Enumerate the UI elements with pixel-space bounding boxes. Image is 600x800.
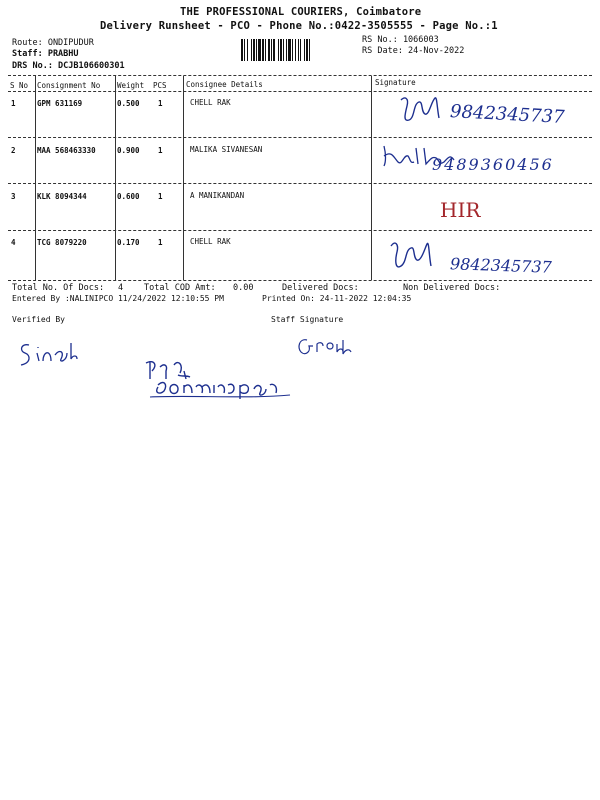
- row-sno: 4: [11, 238, 16, 247]
- rs-date: RS Date: 24-Nov-2022: [362, 46, 465, 56]
- delivered-docs-label: Delivered Docs:: [282, 283, 359, 293]
- table-header-rule: [8, 91, 592, 92]
- verified-by-label: Verified By: [12, 315, 65, 324]
- row-sno: 3: [11, 192, 16, 201]
- rs-number: RS No.: 1066003: [362, 35, 439, 45]
- handwritten-phone-row-2: 9489360456: [432, 155, 554, 174]
- row-divider: [8, 137, 592, 138]
- row-weight: 0.600: [117, 192, 140, 201]
- col-header-sno: S No: [10, 81, 29, 90]
- column-separator: [371, 76, 372, 280]
- row-pcs: 1: [158, 192, 163, 201]
- company-title: THE PROFESSIONAL COURIERS, Coimbatore: [180, 6, 422, 18]
- row-pcs: 1: [158, 238, 163, 247]
- row-divider: [8, 183, 592, 184]
- signature-scribble-row-1: [395, 92, 455, 132]
- col-header-pcs: PCS: [153, 81, 167, 90]
- row-weight: 0.900: [117, 146, 140, 155]
- handwritten-initials-row-3: HIR: [440, 198, 481, 222]
- handwritten-phone-row-1: 9842345737: [449, 101, 566, 128]
- column-separator: [35, 76, 36, 280]
- staff-signature-label: Staff Signature: [271, 315, 344, 324]
- column-separator: [183, 76, 184, 280]
- row-consignee: CHELL RAK: [190, 237, 231, 246]
- row-weight: 0.500: [117, 99, 140, 108]
- row-divider: [8, 230, 592, 231]
- row-weight: 0.170: [117, 238, 140, 247]
- signature-scribble-row-4: [385, 236, 445, 278]
- row-consignment: TCG 8079220: [37, 238, 87, 247]
- total-docs-label: Total No. Of Docs:: [12, 283, 105, 293]
- col-header-weight: Weight: [117, 81, 145, 90]
- verified-by-signature: [15, 335, 85, 375]
- runsheet-subtitle: Delivery Runsheet - PCO - Phone No.:0422-3505555 - Page No.:1: [100, 20, 498, 32]
- non-delivered-docs-label: Non Delivered Docs:: [403, 283, 501, 293]
- row-pcs: 1: [158, 99, 163, 108]
- total-cod-label: Total COD Amt:: [144, 283, 216, 293]
- row-pcs: 1: [158, 146, 163, 155]
- row-consignment: KLK 8094344: [37, 192, 87, 201]
- row-consignee: MALIKA SIVANESAN: [190, 145, 263, 154]
- table-top-rule: [8, 75, 592, 76]
- row-sno: 1: [11, 99, 16, 108]
- dm-signature: [140, 355, 310, 405]
- barcode-image: [241, 39, 356, 61]
- row-consignee: A MANIKANDAN: [190, 191, 245, 200]
- row-consignment: GPM 631169: [37, 99, 83, 108]
- staff-signature: [295, 332, 355, 362]
- drs-number: DRS No.: DCJB106600301: [12, 61, 125, 71]
- col-header-consignment: Consignment No: [37, 81, 101, 90]
- col-header-signature: Signature: [375, 78, 416, 87]
- column-separator: [115, 76, 116, 280]
- row-sno: 2: [11, 146, 16, 155]
- table-bottom-rule: [8, 280, 592, 281]
- col-header-consignee: Consignee Details: [186, 80, 263, 89]
- route-label: Route: ONDIPUDUR: [12, 38, 94, 48]
- entered-by: Entered By :NALINIPCO 11/24/2022 12:10:55 PM: [12, 294, 224, 303]
- total-docs-value: 4: [118, 283, 124, 293]
- staff-label: Staff: PRABHU: [12, 49, 79, 59]
- row-consignment: MAA 568463330: [37, 146, 96, 155]
- row-consignee: CHELL RAK: [190, 98, 231, 107]
- handwritten-phone-row-4: 9842345737: [449, 254, 553, 277]
- total-cod-value: 0.00: [233, 283, 254, 293]
- printed-on: Printed On: 24-11-2022 12:04:35: [262, 294, 412, 303]
